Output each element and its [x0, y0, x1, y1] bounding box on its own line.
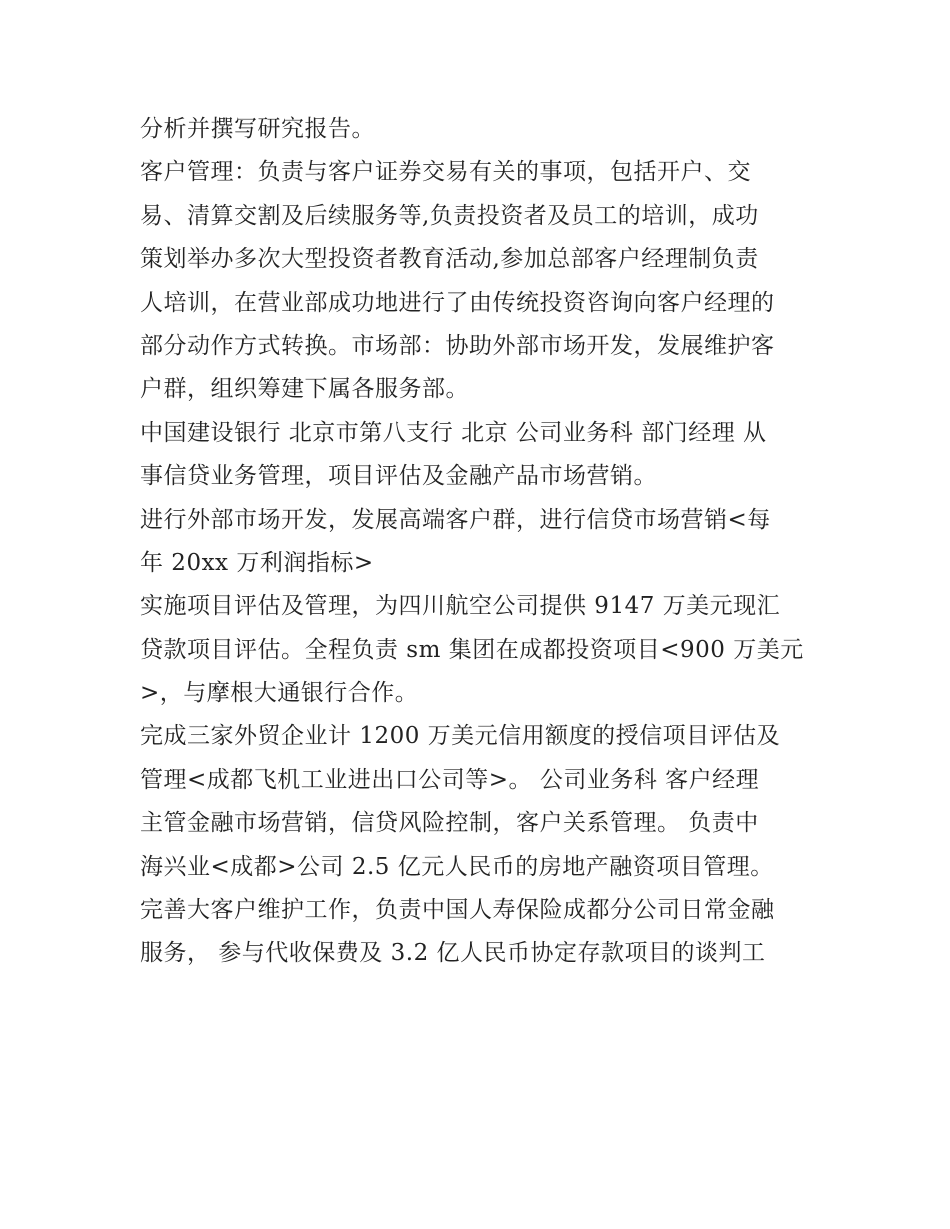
text-line: 中国建设银行 北京市第八支行 北京 公司业务科 部门经理 从	[140, 419, 767, 446]
text-line: 实施项目评估及管理，为四川航空公司提供 9147 万美元现汇	[140, 593, 781, 620]
text-line: 完成三家外贸企业计 1200 万美元信用额度的授信项目评估及	[140, 723, 781, 750]
body-text	[140, 108, 830, 976]
text-line: 年 20xx 万利润指标>	[140, 549, 374, 576]
text-line: 人培训，在营业部成功地进行了由传统投资咨询向客户经理的	[140, 289, 775, 316]
text-line: 事信贷业务管理，项目评估及金融产品市场营销。	[140, 463, 657, 490]
text-line: 管理<成都飞机工业进出口公司等>。 公司业务科 客户经理	[140, 766, 760, 793]
text-line: 海兴业<成都>公司 2.5 亿元人民币的房地产融资项目管理。	[140, 853, 774, 880]
text-line: 户群，组织筹建下属各服务部。	[140, 376, 469, 403]
text-line: 进行外部市场开发，发展高端客户群，进行信贷市场营销<每	[140, 506, 771, 533]
text-line: 完善大客户维护工作，负责中国人寿保险成都分公司日常金融	[140, 897, 775, 924]
text-line: 分析并撰写研究报告。	[140, 116, 375, 142]
text-line: 策划举办多次大型投资者教育活动,参加总部客户经理制负责	[140, 246, 759, 273]
text-line: >，与摩根大通银行合作。	[140, 680, 419, 707]
text-line: 主管金融市场营销，信贷风险控制，客户关系管理。 负责中	[140, 810, 759, 837]
text-line: 客户管理：负责与客户证券交易有关的事项，包括开户、交	[140, 159, 751, 186]
text-line: 易、清算交割及后续服务等,负责投资者及员工的培训，成功	[140, 202, 759, 229]
text-line: 贷款项目评估。全程负责 sm 集团在成都投资项目<900 万美元	[140, 636, 804, 663]
text-line: 服务， 参与代收保费及 3.2 亿人民币协定存款项目的谈判工	[140, 940, 766, 967]
text-line: 部分动作方式转换。市场部：协助外部市场开发，发展维护客	[140, 332, 775, 359]
